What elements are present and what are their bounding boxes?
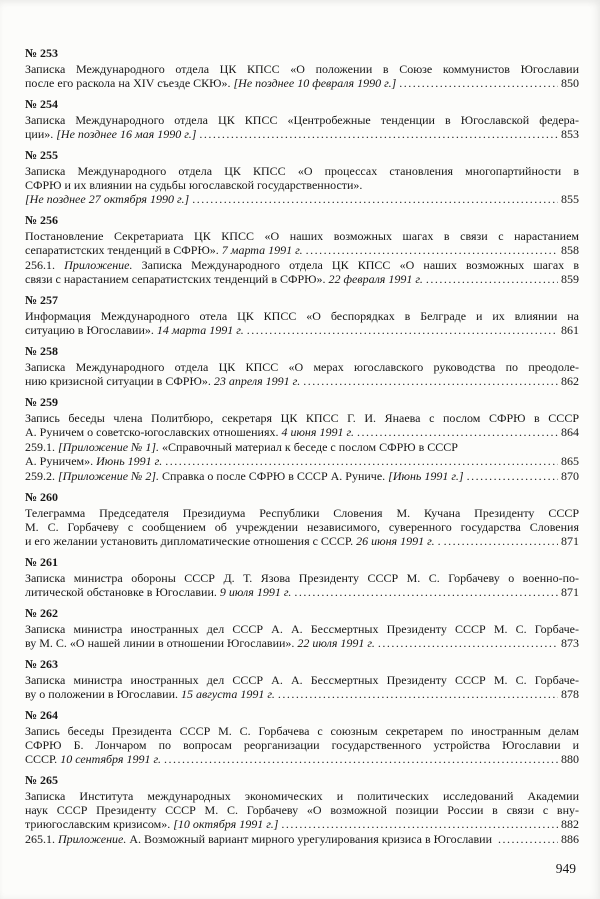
toc-item <box>25 309 579 337</box>
toc-text: Записка Международного отдела ЦК КПСС «Центробежные тенденции в Югославской федера- <box>25 113 579 127</box>
dot-leader <box>199 127 558 141</box>
toc-line <box>25 469 579 483</box>
toc-text: 22 февраля 1991 г. <box>328 272 423 286</box>
toc-item <box>25 258 579 286</box>
toc-text: Июнь 1991 г. <box>96 454 163 468</box>
toc-item <box>25 62 579 90</box>
toc-text: А. Возможный вариант мирного урегулирования кризиса в Югославии <box>126 832 496 846</box>
dot-leader <box>303 374 558 388</box>
toc-entry <box>25 46 579 90</box>
toc-text: СССР. <box>25 752 61 766</box>
toc-text: Записка министра иностранных дел СССР А. А. Бессмертных Президенту СССР М. С. Горбаче- <box>25 673 579 687</box>
toc-item <box>25 411 579 439</box>
toc-text: наук СССР Президенту СССР М. С. Горбачеву «О возможной позиции России в связи с вну- <box>25 803 579 817</box>
page-ref: 864 <box>561 425 579 439</box>
toc-line <box>25 374 579 388</box>
toc-line <box>25 258 579 272</box>
page-ref: 861 <box>561 323 579 337</box>
page-ref: 853 <box>561 127 579 141</box>
toc-text: Справка о после СФРЮ в СССР А. Руниче. <box>159 469 389 483</box>
dot-leader <box>426 272 558 286</box>
toc-text: Записка министра обороны СССР Д. Т. Язова Президенту СССР М. С. Горбачеву о военно-по- <box>25 571 579 585</box>
dot-leader <box>306 243 558 257</box>
toc-line <box>25 803 579 817</box>
dot-leader <box>294 585 558 599</box>
toc-list <box>25 46 579 846</box>
page-ref: 870 <box>561 469 579 483</box>
toc-line <box>25 272 579 286</box>
page-ref: 880 <box>561 752 579 766</box>
entry-number: № 265 <box>25 773 59 787</box>
toc-line <box>25 832 579 846</box>
dot-leader <box>357 425 558 439</box>
toc-text: ву о положении в Югославии. <box>25 687 182 701</box>
toc-item <box>25 571 579 599</box>
toc-line <box>25 571 579 585</box>
toc-text: [Июнь 1991 г.] <box>388 469 464 483</box>
entry-number: № 254 <box>25 97 59 111</box>
toc-text: Записка министра иностранных дел СССР А. А. Бессмертных Президенту СССР М. С. Горбаче- <box>25 622 579 636</box>
toc-text: Запись беседы Президента СССР М. С. Горбачева с союзным секретарем по иностранным делам <box>25 724 579 738</box>
toc-text: 26 июня 1991 г. <box>356 534 435 548</box>
dot-leader <box>378 636 558 650</box>
toc-text: 265.1. <box>25 832 58 846</box>
entry-number: № 264 <box>25 708 59 722</box>
toc-text: Приложение. <box>64 258 133 272</box>
toc-line <box>25 127 579 141</box>
dot-leader <box>164 752 558 766</box>
toc-text: 15 августа 1991 г. <box>181 687 275 701</box>
entry-number: № 256 <box>25 213 59 227</box>
toc-text: Информация Международного отела ЦК КПСС «О беспорядках в Белграде и их влиянии на <box>25 309 579 323</box>
page-ref: 878 <box>561 687 579 701</box>
toc-line <box>25 192 579 206</box>
toc-line <box>25 752 579 766</box>
toc-text: «Справочный материал к беседе с послом СФРЮ в СССР <box>159 440 458 454</box>
toc-text: [Не позднее 27 октября 1990 г.] <box>25 192 190 206</box>
page-ref: 871 <box>561 534 579 548</box>
toc-line <box>25 724 579 738</box>
dot-leader <box>247 323 558 337</box>
page-ref: 858 <box>561 243 579 257</box>
toc-entry <box>25 606 579 650</box>
dot-leader <box>192 192 558 206</box>
toc-text: триюгославским кризисом». <box>25 817 174 831</box>
toc-text: сепаратистских тенденций в СФРЮ». <box>25 243 222 257</box>
toc-entry <box>25 555 579 599</box>
toc-text: 22 июля 1991 г. <box>297 636 375 650</box>
toc-entry <box>25 213 579 286</box>
dot-leader <box>444 534 558 548</box>
toc-text: СФРЮ Б. Лончаром по вопросам реорганизации государственного устройства Югославии и <box>25 738 579 752</box>
toc-line <box>25 738 579 752</box>
toc-line <box>25 622 579 636</box>
entry-number: № 261 <box>25 555 59 569</box>
toc-text: Записка Международного отдела ЦК КПСС «О процессах становления многопартийности в <box>25 164 579 178</box>
toc-line <box>25 76 579 90</box>
toc-text: 9 июля 1991 г. <box>219 585 292 599</box>
toc-text: Телеграмма Председателя Президиума Республики Словения М. Кучана Президенту СССР <box>25 506 579 520</box>
toc-entry <box>25 97 579 141</box>
toc-item <box>25 469 579 483</box>
toc-text: [Приложение № 1]. <box>58 440 160 454</box>
toc-line <box>25 673 579 687</box>
toc-text: Записка Международного отдела ЦК КПСС «О положении в Союзе коммунистов Югославии <box>25 62 579 76</box>
dot-leader <box>165 454 558 468</box>
toc-text: 23 апреля 1991 г. <box>213 374 301 388</box>
page-ref: 859 <box>561 272 579 286</box>
toc-item <box>25 622 579 650</box>
toc-entry <box>25 708 579 766</box>
toc-line <box>25 687 579 701</box>
toc-entry <box>25 773 579 846</box>
toc-line <box>25 454 579 468</box>
toc-item <box>25 113 579 141</box>
page-ref: 873 <box>561 636 579 650</box>
toc-text: и его желании установить дипломатические отношения с СССР. <box>25 534 357 548</box>
toc-text: Приложение. <box>58 832 127 846</box>
toc-text: 256.1. <box>25 258 65 272</box>
toc-text: [Не позднее 10 февраля 1990 г.] <box>233 76 397 90</box>
toc-text: связи с нарастанием сепаратистских тенденций в СФРЮ». <box>25 272 329 286</box>
toc-line <box>25 636 579 650</box>
toc-text: после его раскола на XIV съезде СКЮ». <box>25 76 234 90</box>
toc-text: 4 июня 1991 г. <box>281 425 354 439</box>
entry-number: № 263 <box>25 657 59 671</box>
entry-number: № 257 <box>25 293 59 307</box>
toc-text: 10 сентября 1991 г. <box>60 752 162 766</box>
entry-number: № 255 <box>25 148 59 162</box>
entry-number: № 260 <box>25 490 59 504</box>
toc-line <box>25 534 579 548</box>
toc-text: [Не позднее 16 мая 1990 г.] <box>56 127 197 141</box>
toc-text: 14 марта 1991 г. <box>156 323 244 337</box>
toc-text: М. С. Горбачеву с сообщением об учреждении независимого, суверенного государства Словения <box>25 520 579 534</box>
toc-line <box>25 243 579 257</box>
dot-leader <box>467 469 558 483</box>
toc-line <box>25 62 579 76</box>
toc-text: ситуацию в Югославии». <box>25 323 157 337</box>
toc-text: 259.2. <box>25 469 58 483</box>
toc-text: Записка Института международных экономических и политических исследований Академии <box>25 789 579 803</box>
toc-line <box>25 817 579 831</box>
toc-item <box>25 724 579 766</box>
toc-item <box>25 360 579 388</box>
entry-number: № 258 <box>25 344 59 358</box>
toc-line <box>25 425 579 439</box>
page-ref: 882 <box>561 817 579 831</box>
toc-item <box>25 673 579 701</box>
toc-line <box>25 440 579 454</box>
toc-line <box>25 229 579 243</box>
toc-line <box>25 506 579 520</box>
toc-entry <box>25 657 579 701</box>
toc-line <box>25 323 579 337</box>
dot-leader <box>399 76 558 90</box>
toc-text: СФРЮ и их влиянии на судьбы югославской государственности». <box>25 178 363 192</box>
toc-entry <box>25 395 579 483</box>
toc-item <box>25 832 579 846</box>
entry-number: № 262 <box>25 606 59 620</box>
toc-line <box>25 585 579 599</box>
dot-leader <box>278 687 558 701</box>
entry-number: № 259 <box>25 395 59 409</box>
toc-line <box>25 411 579 425</box>
toc-text: [Приложение № 2]. <box>58 469 160 483</box>
page-ref: 871 <box>561 585 579 599</box>
toc-text: [10 октября 1991 г.] <box>173 817 279 831</box>
toc-line <box>25 178 579 192</box>
entry-number: № 253 <box>25 46 59 60</box>
toc-text: 259.1. <box>25 440 58 454</box>
toc-text: 7 марта 1991 г. <box>221 243 303 257</box>
toc-line <box>25 360 579 374</box>
toc-item <box>25 229 579 257</box>
page-number: 949 <box>555 861 576 876</box>
toc-line <box>25 789 579 803</box>
page-ref: 862 <box>561 374 579 388</box>
toc-text: литической обстановке в Югославии. <box>25 585 220 599</box>
toc-text: А. Руничем о советско-югославских отношениях. <box>25 425 282 439</box>
toc-text: ву М. С. «О нашей линии в отношении Югославии». <box>25 636 298 650</box>
toc-text: Записка Международного отдела ЦК КПСС «О наших возможных шагах в <box>132 258 579 272</box>
toc-text: ции». <box>25 127 57 141</box>
toc-entry <box>25 148 579 206</box>
toc-entry <box>25 490 579 548</box>
page-ref: 855 <box>561 192 579 206</box>
page-ref: 865 <box>561 454 579 468</box>
page-ref: 886 <box>561 832 579 846</box>
toc-item <box>25 164 579 206</box>
toc-text: А. Руничем». <box>25 454 97 468</box>
toc-text: нию кризисной ситуации в СФРЮ». <box>25 374 214 388</box>
toc-text: . <box>434 534 441 548</box>
toc-line <box>25 309 579 323</box>
toc-item <box>25 506 579 548</box>
toc-item <box>25 789 579 831</box>
toc-entry <box>25 293 579 337</box>
toc-line <box>25 113 579 127</box>
dot-leader <box>498 832 558 846</box>
page-ref: 850 <box>561 76 579 90</box>
toc-text: Записка Международного отдела ЦК КПСС «О мерах югославского руководства по преодоле- <box>25 360 579 374</box>
dot-leader <box>281 817 558 831</box>
toc-text: Постановление Секретариата ЦК КПСС «О наших возможных шагах в связи с нарастанием <box>25 229 579 243</box>
toc-item <box>25 440 579 468</box>
toc-text: Запись беседы члена Политбюро, секретаря ЦК КПСС Г. И. Янаева с послом СФРЮ в СССР <box>25 411 579 425</box>
toc-line <box>25 520 579 534</box>
toc-entry <box>25 344 579 388</box>
toc-line <box>25 164 579 178</box>
